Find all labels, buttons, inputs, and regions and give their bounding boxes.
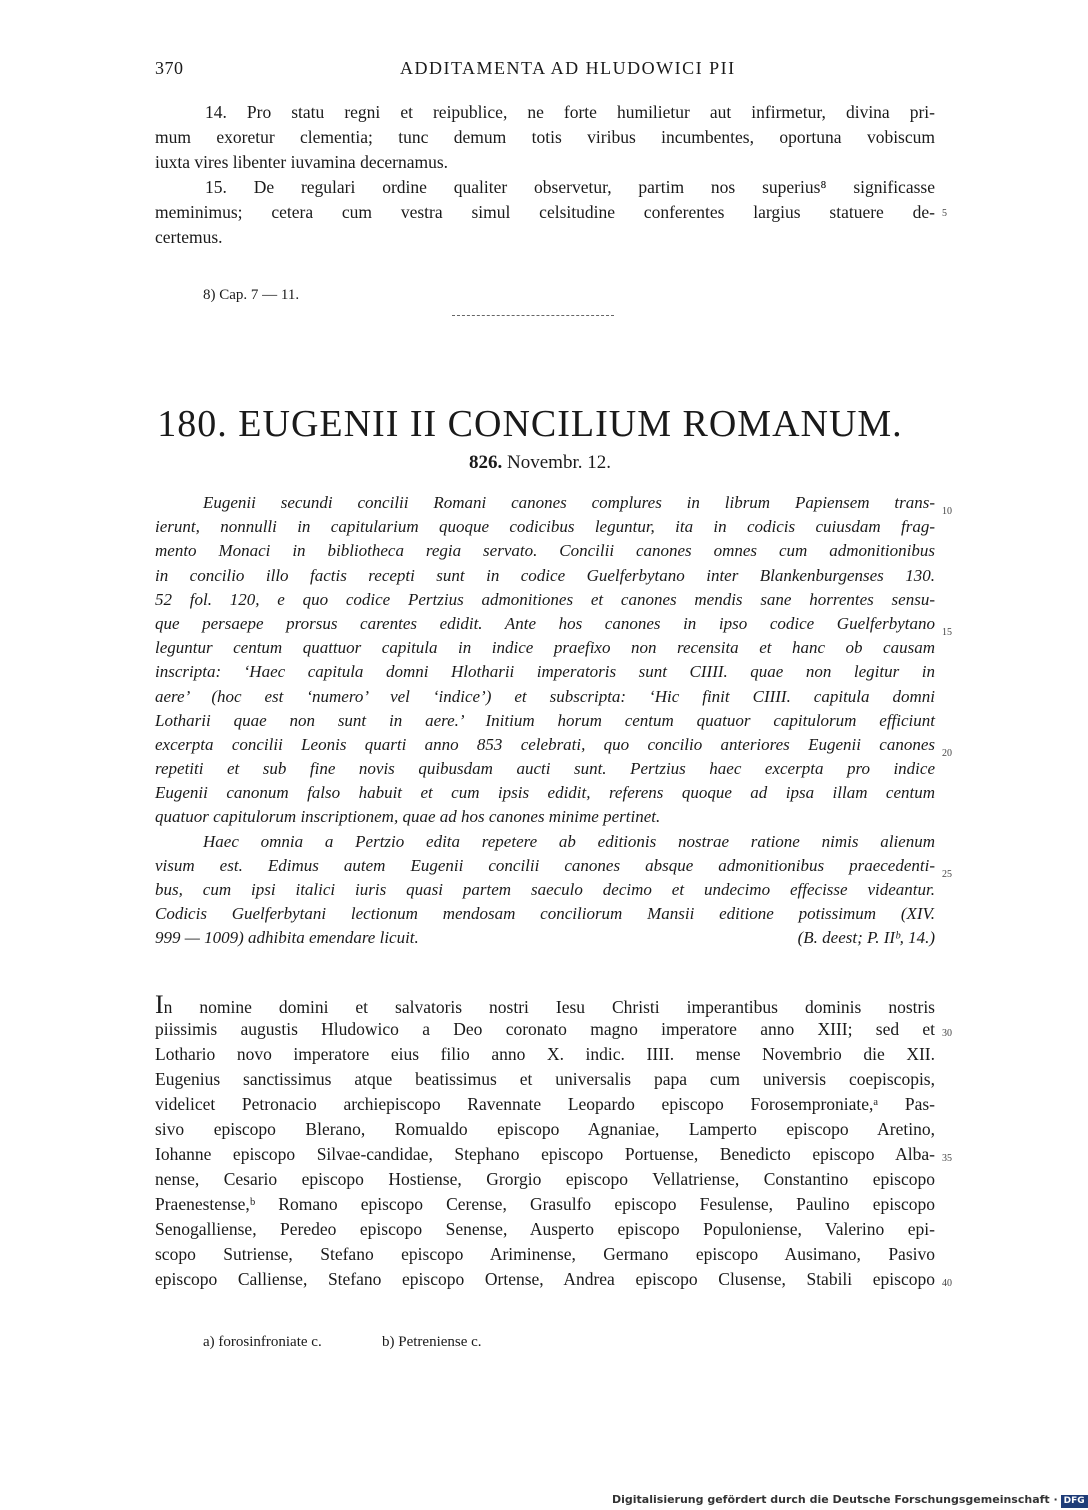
text-line: Eugenii secundi concilii Romani canones complures in librum Papiensem trans-: [203, 493, 935, 512]
text-line: Haec omnia a Pertzio edita repetere ab editionis nostrae ratione nimis alienum: [203, 831, 935, 851]
text-line: excerpta concilii Leonis quarti anno 853 celebrati, quo concilio anteriores Eugenii canones: [155, 734, 935, 754]
text-line: 52 fol. 120, e quo codice Pertzius admonitiones et canones mendis sane horrentes sensu-: [155, 589, 935, 609]
text-line: leguntur centum quattuor capitula in indice praefixo non recensita et hanc ob causam: [155, 638, 935, 658]
text-line: Senogalliense, Peredeo episcopo Senense, Ausperto episcopo Populoniense, Valerino epi-: [155, 1219, 935, 1239]
text-line: Iohanne episcopo Silvae-candidae, Stephano episcopo Portuense, Benedicto episcopo Alba-: [155, 1144, 935, 1164]
line-number: 20: [942, 748, 952, 759]
text-line: scopo Sutriense, Stefano episcopo Ariminense, Germano episcopo Ausimano, Pasivo: [155, 1244, 935, 1264]
first-line-text: n nomine domini et salvatoris nostri Iesu Christi imperantibus dominis nostris: [163, 997, 935, 1017]
line-number: 30: [942, 1028, 952, 1039]
text-line: aere’ (hoc est ‘numero’ vel ‘indice’) et subscripta: ‘Hic finit CIIII. capitula domni: [155, 686, 935, 706]
text-line: visum est. Edimus autem Eugenii concilii canones absque admonitionibus praecedenti-: [155, 855, 935, 875]
text-line: meminimus; cetera cum vestra simul celsitudine conferentes largius statuere de-: [155, 202, 935, 222]
date-rest: Novembr. 12.: [507, 452, 611, 473]
text-line: Lothario novo imperatore eius filio anno X. indic. IIII. mense Novembrio die XII.: [155, 1044, 935, 1064]
text-line: episcopo Calliense, Stefano episcopo Ortense, Andrea episcopo Clusense, Stabili episcopo: [155, 1269, 935, 1289]
text-line: que persaepe prorsus carentes edidit. Ante hos canones in ipso codice Guelferbytano: [155, 613, 935, 633]
line-number: 15: [942, 627, 952, 638]
text-line: piissimis augustis Hludowico a Deo coronato magno imperatore anno XIII; sed et: [155, 1019, 935, 1039]
date-year: 826.: [469, 452, 503, 473]
text-line: [155, 992, 935, 1017]
running-header: [155, 58, 935, 84]
line-number: 25: [942, 869, 952, 880]
footnote-b: b) Petreniense c.: [382, 1334, 482, 1350]
section-title: 180. EUGENII II CONCILIUM ROMANUM.: [157, 403, 903, 445]
text-line: nense, Cesario episcopo Hostiense, Grorgio episcopo Vellatriense, Constantino episcopo: [155, 1169, 935, 1189]
page-number: 370: [155, 58, 184, 78]
footnote-top: 8) Cap. 7 — 11.: [203, 287, 300, 303]
text-line: mum exoretur clementia; tunc demum totis viribus incumbentes, oportuna vobiscum: [155, 127, 935, 147]
text-line: Lotharii quae non sunt in aere.’ Initium horum centum quatuor capitulorum efficiunt: [155, 710, 935, 730]
text-line: bus, cum ipsi italici iuris quasi partem saeculo decimo et undecimo effecisse videantur.: [155, 880, 935, 899]
text-line: 14. Pro statu regni et reipublice, ne forte humilietur aut infirmetur, divina pri-: [205, 102, 935, 122]
initial-letter: I: [155, 990, 164, 1019]
text-line: Praenestense,ᵇ Romano episcopo Cerense, Grasulfo episcopo Fesulense, Paulino episcopo: [155, 1194, 935, 1214]
intro-final-text: 999 — 1009) adhibita emendare licuit.: [155, 928, 419, 948]
credit-text: Digitalisierung gefördert durch die Deutsche Forschungsgemeinschaft ·: [612, 1493, 1058, 1506]
text-line: inscripta: ‘Haec capitula domni Hlotharii imperatoris sunt CIIII. quae non legitur in: [155, 662, 935, 682]
main-text: [155, 992, 935, 1292]
line-number: 10: [942, 506, 952, 517]
text-line: sivo episcopo Blerano, Romualdo episcopo Agnaniae, Lamperto episcopo Aretino,: [155, 1119, 935, 1139]
section-divider: [452, 315, 614, 316]
text-line: Eugenii canonum falso habuit et cum ipsis edidit, referens quoque ad ipsa illam centum: [155, 783, 935, 803]
running-title: ADDITAMENTA AD HLUDOWICI PII: [400, 58, 736, 78]
introduction: [155, 491, 935, 951]
text-line: iuxta vires libenter iuvamina decernamus.: [155, 152, 449, 172]
text-line: in concilio illo factis recepti sunt in codice Guelferbytano inter Blankenburgenses 130.: [155, 565, 935, 585]
line-number: 5: [942, 208, 947, 219]
text-line-final: [155, 926, 935, 950]
text-line: certemus.: [155, 227, 223, 247]
text-line: videlicet Petronacio archiepiscopo Ravennate Leopardo episcopo Forosemproniate,ᵃ Pas-: [155, 1094, 935, 1114]
source-note: (B. deest; P. IIᵇ, 14.): [797, 928, 935, 948]
section-date: [0, 452, 1080, 474]
dfg-logo: DFG: [1061, 1495, 1088, 1508]
text-line: ierunt, nonnulli in capitularium quoque codicibus leguntur, ita in codicis cuiusdam frag-: [155, 517, 935, 537]
text-line: quatuor capitulorum inscriptionem, quae ad hos canones minime pertinet.: [155, 807, 661, 827]
footnote-a: a) forosinfroniate c.: [203, 1334, 322, 1350]
top-paragraphs: [155, 100, 935, 250]
text-line: Eugenius sanctissimus atque beatissimus et universalis papa cum universis coepiscopis,: [155, 1069, 935, 1089]
text-line: repetiti et sub fine novis quibusdam aucti sunt. Pertzius haec excerpta pro indice: [155, 759, 935, 779]
digitization-credit: [612, 1490, 1085, 1510]
text-line: Codicis Guelferbytani lectionum mendosam conciliorum Mansii editione potissimum (XIV.: [155, 904, 935, 924]
text-line: mento Monaci in bibliotheca regia servato. Concilii canones omnes cum admonitionibus: [155, 541, 935, 561]
line-number: 40: [942, 1278, 952, 1289]
line-number: 35: [942, 1153, 952, 1164]
text-line: 15. De regulari ordine qualiter observetur, partim nos superius⁸ significasse: [205, 177, 935, 197]
